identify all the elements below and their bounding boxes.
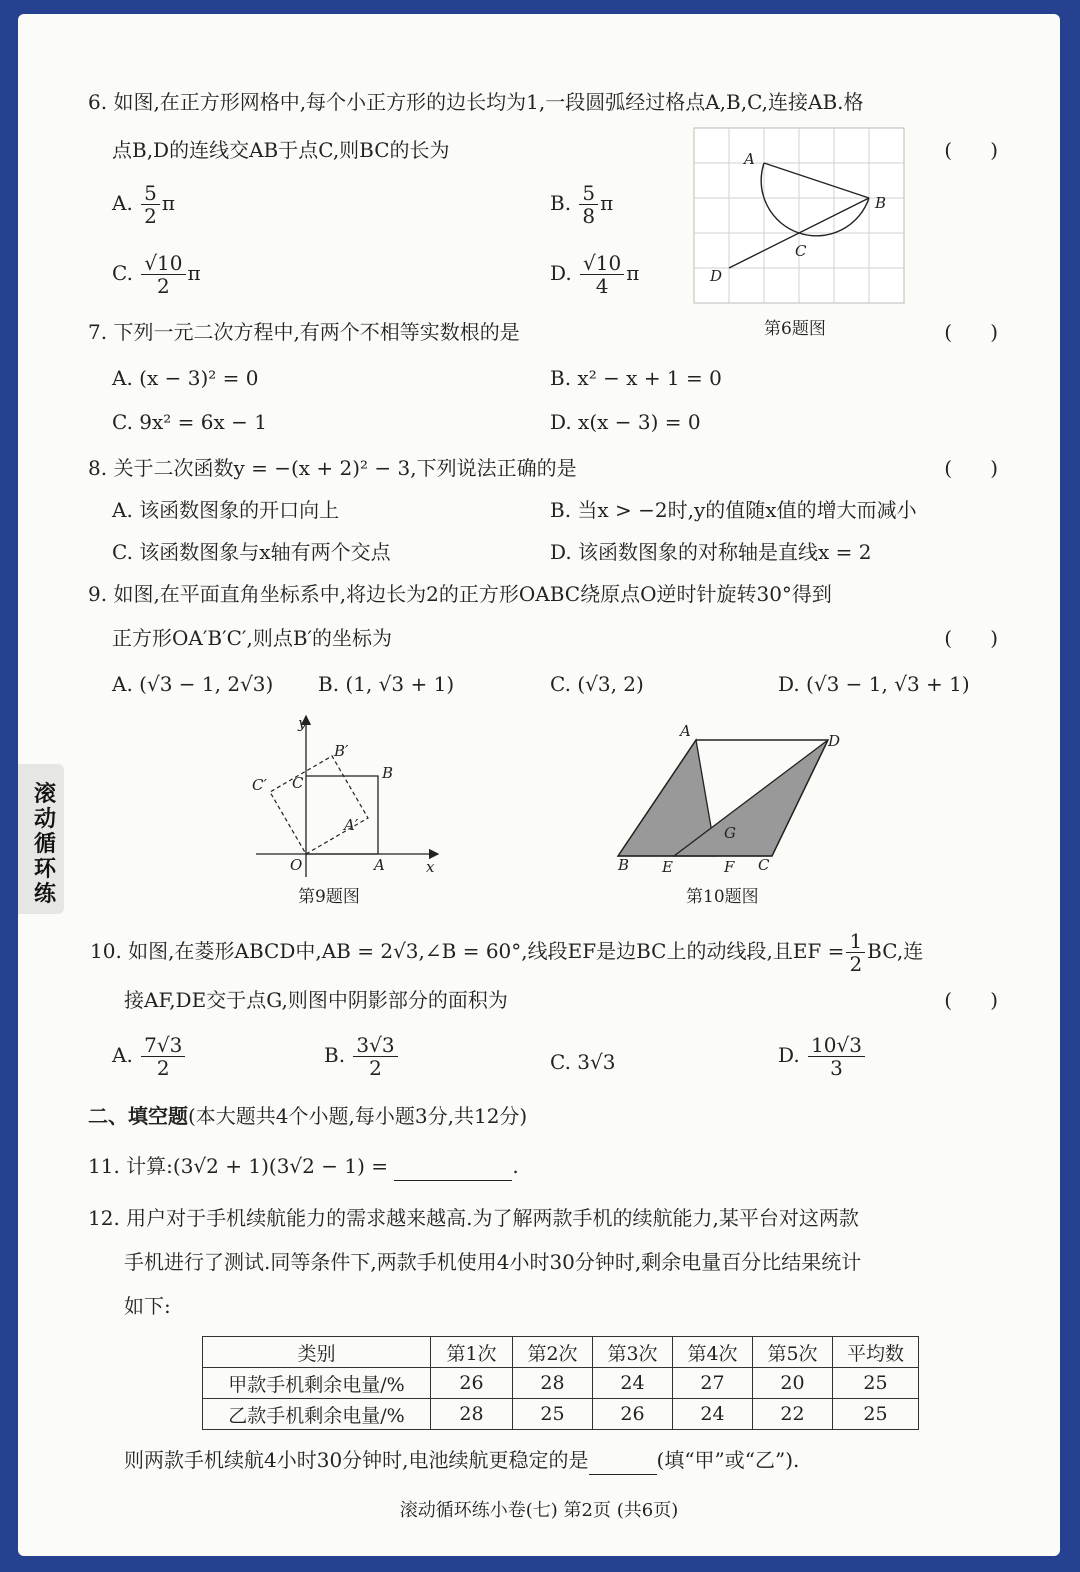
fraction <box>579 182 598 227</box>
q10-option-c[interactable]: C. 3√3 <box>550 1050 616 1074</box>
table-row <box>203 1368 919 1399</box>
label-c: C <box>292 774 304 792</box>
fraction <box>846 930 865 975</box>
q11-text: 11. 计算:(3√2 + 1)(3√2 − 1) = <box>88 1154 389 1178</box>
q7-option-b[interactable]: B. x² − x + 1 = 0 <box>550 366 722 390</box>
table-header: 第2次 <box>513 1337 593 1368</box>
label-a: A <box>744 150 755 168</box>
q8-option-b[interactable]: B. 当x > −2时,y的值随x值的增大而减小 <box>550 498 917 522</box>
option-letter: D. <box>550 261 572 285</box>
table-cell: 28 <box>513 1368 593 1399</box>
q7-answer-bracket: ( ) <box>944 320 998 344</box>
table-cell: 24 <box>673 1399 753 1430</box>
q8-option-c[interactable]: C. 该函数图象与x轴有两个交点 <box>112 540 391 564</box>
table-cell: 甲款手机剩余电量/% <box>203 1368 431 1399</box>
numerator: 7√3 <box>141 1034 185 1057</box>
q6-option-a[interactable] <box>112 182 175 227</box>
q12-line3: 如下: <box>124 1294 171 1318</box>
table-row <box>203 1399 919 1430</box>
q12-line2: 手机进行了测试.同等条件下,两款手机使用4小时30分钟时,剩余电量百分比结果统计 <box>124 1250 862 1274</box>
q10-line1-text: 10. 如图,在菱形ABCD中,AB = 2√3,∠B = 60°,线段EF是边BC上的动线段,且EF = <box>90 939 845 963</box>
numerator: 3√3 <box>353 1034 397 1057</box>
label-x: x <box>426 858 435 876</box>
table-header: 平均数 <box>833 1337 919 1368</box>
q8-option-a[interactable]: A. 该函数图象的开口向上 <box>112 498 340 522</box>
side-tab <box>18 764 64 914</box>
option-letter: A. <box>112 191 133 215</box>
q6-line2: 点B,D的连线交AB于点C,则BC的长为 <box>112 138 450 162</box>
q12-answer-blank[interactable] <box>589 1446 657 1475</box>
q6-line1: 6. 如图,在正方形网格中,每个小正方形的边长均为1,一段圆弧经过格点A,B,C,连接AB.格 <box>88 90 864 114</box>
denominator: 2 <box>849 952 863 976</box>
table-header: 第1次 <box>431 1337 513 1368</box>
pi-symbol: π <box>187 261 201 285</box>
table-cell: 乙款手机剩余电量/% <box>203 1399 431 1430</box>
table-header: 第5次 <box>753 1337 833 1368</box>
q10-line1-tail: BC,连 <box>867 939 924 963</box>
side-tab-char: 循 <box>34 832 57 857</box>
denominator: 2 <box>156 1056 170 1080</box>
label-b: B <box>875 194 887 212</box>
numerator: √10 <box>141 252 185 275</box>
q7-stem: 7. 下列一元二次方程中,有两个不相等实数根的是 <box>88 320 520 344</box>
table-cell: 22 <box>753 1399 833 1430</box>
q10-line2: 接AF,DE交于点G,则图中阴影部分的面积为 <box>124 988 508 1012</box>
q6-option-b[interactable] <box>550 182 613 227</box>
square-oa1b1c1 <box>270 756 368 854</box>
table-header-row <box>203 1337 919 1368</box>
q9-line1: 9. 如图,在平面直角坐标系中,将边长为2的正方形OABC绕原点O逆时针旋转30°得到 <box>88 582 832 606</box>
table-cell: 27 <box>673 1368 753 1399</box>
side-tab-char: 动 <box>34 807 57 832</box>
q9-figure <box>246 712 446 882</box>
q11-stem <box>88 1152 519 1181</box>
q12-conclusion-text: 则两款手机续航4小时30分钟时,电池续航更稳定的是 <box>124 1448 589 1472</box>
q9-option-b[interactable]: B. (1, √3 + 1) <box>318 672 455 696</box>
pi-symbol: π <box>626 261 640 285</box>
page-footer: 滚动循环练小卷(七) 第2页 (共6页) <box>399 1500 679 1521</box>
table-cell: 28 <box>431 1399 513 1430</box>
label-a: A <box>680 722 691 740</box>
exam-page <box>18 14 1060 1556</box>
q9-option-d[interactable]: D. (√3 − 1, √3 + 1) <box>778 672 970 696</box>
q8-answer-bracket: ( ) <box>944 456 998 480</box>
q7-option-c[interactable]: C. 9x² = 6x − 1 <box>112 410 267 434</box>
table-cell: 25 <box>833 1368 919 1399</box>
q10-option-b[interactable] <box>324 1034 400 1079</box>
label-y: y <box>298 714 307 732</box>
numerator: 1 <box>846 930 865 953</box>
fraction <box>141 1034 185 1079</box>
q11-answer-blank[interactable] <box>394 1152 512 1181</box>
section-2-title: 二、填空题 <box>88 1104 188 1128</box>
numerator: √10 <box>580 252 624 275</box>
q9-answer-bracket: ( ) <box>944 626 998 650</box>
numerator: 10√3 <box>808 1034 865 1057</box>
q10-line1 <box>90 930 923 975</box>
option-letter: B. <box>324 1043 346 1067</box>
label-e: E <box>662 858 673 876</box>
label-f: F <box>724 858 735 876</box>
denominator: 4 <box>595 274 609 298</box>
label-a-prime: A′ <box>344 816 359 834</box>
q12-line1: 12. 用户对于手机续航能力的需求越来越高.为了解两款手机的续航能力,某平台对这两款 <box>88 1206 859 1230</box>
option-letter: A. <box>112 1043 133 1067</box>
q6-option-c[interactable] <box>112 252 201 297</box>
denominator: 8 <box>582 204 596 228</box>
denominator: 2 <box>157 274 170 298</box>
pi-symbol: π <box>600 191 614 215</box>
option-letter: B. <box>550 191 572 215</box>
q10-option-a[interactable] <box>112 1034 187 1079</box>
option-letter: D. <box>778 1043 800 1067</box>
fraction <box>580 252 624 297</box>
option-letter: C. <box>112 261 133 285</box>
label-b-prime: B′ <box>334 742 349 760</box>
numerator: 5 <box>141 182 160 205</box>
section-2-heading <box>88 1102 527 1130</box>
denominator: 2 <box>144 204 157 228</box>
section-2-note: (本大题共4个小题,每小题3分,共12分) <box>188 1104 528 1128</box>
q12-conclusion-hint: (填“甲”或“乙”). <box>656 1448 800 1472</box>
side-tab-char: 滚 <box>34 782 57 807</box>
q12-conclusion <box>124 1446 799 1475</box>
q6-answer-bracket: ( ) <box>944 138 998 162</box>
q8-stem: 8. 关于二次函数y = −(x + 2)² − 3,下列说法正确的是 <box>88 456 577 480</box>
label-c: C <box>758 856 770 874</box>
q8-option-d[interactable]: D. 该函数图象的对称轴是直线x = 2 <box>550 540 872 564</box>
q9-option-a[interactable]: A. (√3 − 1, 2√3) <box>112 672 274 696</box>
label-b: B <box>382 764 394 782</box>
battery-table <box>202 1336 919 1430</box>
q10-option-d[interactable] <box>778 1034 867 1079</box>
fraction <box>141 182 160 227</box>
numerator: 5 <box>579 182 598 205</box>
label-a: A <box>374 856 385 874</box>
side-tab-char: 环 <box>34 857 57 882</box>
denominator: 3 <box>830 1056 843 1080</box>
table-cell: 25 <box>833 1399 919 1430</box>
q10-figure <box>616 722 848 876</box>
q6-option-d[interactable] <box>550 252 639 297</box>
table-cell: 26 <box>593 1399 673 1430</box>
label-c: C <box>795 242 807 260</box>
label-d: D <box>828 732 841 750</box>
table-header: 第3次 <box>593 1337 673 1368</box>
denominator: 2 <box>369 1056 382 1080</box>
label-o: O <box>290 856 303 874</box>
side-tab-char: 练 <box>34 882 57 907</box>
table-cell: 25 <box>513 1399 593 1430</box>
q11-period: . <box>512 1154 519 1178</box>
table-cell: 20 <box>753 1368 833 1399</box>
fraction <box>141 252 185 297</box>
square-oabc <box>306 776 378 854</box>
q7-option-d[interactable]: D. x(x − 3) = 0 <box>550 410 701 434</box>
table-header: 类别 <box>203 1337 431 1368</box>
table-cell: 24 <box>593 1368 673 1399</box>
q9-caption: 第9题图 <box>298 887 360 907</box>
label-d: D <box>710 267 723 285</box>
pi-symbol: π <box>161 191 176 215</box>
label-b: B <box>618 856 630 874</box>
q9-option-c[interactable]: C. (√3, 2) <box>550 672 644 696</box>
fraction <box>353 1034 397 1079</box>
label-c-prime: C′ <box>252 776 267 794</box>
q10-caption: 第10题图 <box>686 887 759 907</box>
table-header: 第4次 <box>673 1337 753 1368</box>
q7-option-a[interactable]: A. (x − 3)² = 0 <box>112 366 259 390</box>
q6-caption: 第6题图 <box>764 319 826 339</box>
fraction <box>808 1034 865 1079</box>
q6-figure <box>694 128 906 306</box>
table-cell: 26 <box>431 1368 513 1399</box>
label-g: G <box>724 824 736 842</box>
q10-answer-bracket: ( ) <box>944 988 998 1012</box>
q9-line2: 正方形OA′B′C′,则点B′的坐标为 <box>112 626 393 650</box>
